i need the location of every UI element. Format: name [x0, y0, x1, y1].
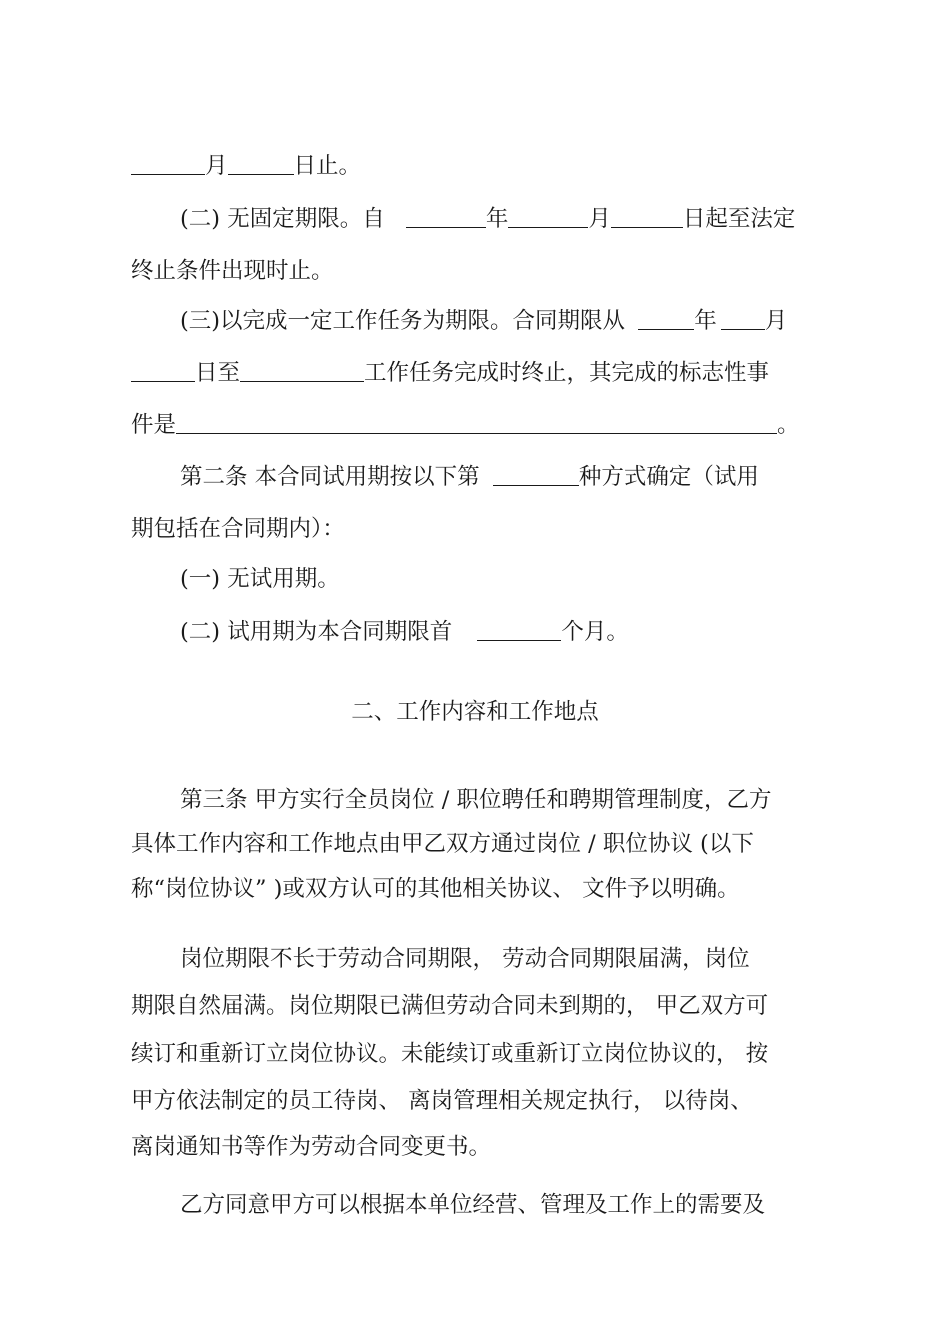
text-year: 年	[694, 308, 717, 334]
text-month: 月	[764, 308, 788, 334]
blank-method	[493, 459, 579, 486]
section-heading-text: 二、工作内容和工作地点	[351, 699, 599, 725]
line-task-term	[180, 303, 787, 339]
text-article-2: 第二条 本合同试用期按以下第	[180, 464, 487, 490]
text-termination: 终止条件出现时止。	[131, 258, 334, 284]
paragraph-line: 离岗通知书等作为劳动合同变更书。	[131, 1134, 492, 1160]
line-no-probation	[180, 561, 340, 597]
line-probation-note	[131, 511, 345, 547]
blank-month	[721, 303, 765, 330]
text-month: 月	[588, 206, 611, 232]
text-milestone: 件是	[131, 412, 177, 438]
line-milestone	[131, 407, 800, 443]
line-indefinite-term	[180, 201, 795, 237]
blank-year	[406, 201, 486, 228]
blank-month	[131, 148, 205, 175]
text-probation-months: (二) 试用期为本合同期限首	[180, 619, 460, 645]
text-period: 。	[777, 412, 800, 438]
paragraph-line: 称“岗位协议” )或双方认可的其他相关协议、 文件予以明确。	[131, 876, 740, 902]
blank-day	[228, 148, 294, 175]
blank-day	[611, 201, 683, 228]
line-task-end	[131, 355, 769, 391]
text-probation-note: 期包括在合同期内）：	[131, 516, 345, 542]
text-year: 年	[485, 206, 509, 232]
line-end-date	[131, 148, 361, 184]
blank-months	[477, 614, 561, 641]
blank-milestone	[176, 407, 777, 434]
paragraph-line: 期限自然届满。岗位期限已满但劳动合同未到期的， 甲乙双方可	[131, 993, 769, 1019]
text-method: 种方式确定（试用	[578, 464, 759, 490]
text-day-to: 日至	[195, 360, 241, 386]
blank-year	[638, 303, 694, 330]
blank-day	[131, 355, 195, 382]
text-months: 个月。	[561, 619, 629, 645]
line-article-2	[180, 459, 759, 495]
text-no-probation: (一) 无试用期。	[180, 566, 340, 592]
paragraph-line: 续订和重新订立岗位协议。未能续订或重新订立岗位协议的， 按	[131, 1041, 769, 1067]
paragraph-line: 第三条 甲方实行全员岗位 / 职位聘任和聘期管理制度，乙方	[180, 787, 772, 813]
blank-month	[508, 201, 588, 228]
paragraph-line: 具体工作内容和工作地点由甲乙双方通过岗位 / 职位协议 (以下	[131, 831, 754, 857]
paragraph-line: 岗位期限不长于劳动合同期限， 劳动合同期限届满，岗位	[180, 946, 750, 972]
text-task-end: 工作任务完成时终止，其完成的标志性事	[364, 360, 770, 386]
blank-task	[240, 355, 364, 382]
paragraph-line: 乙方同意甲方可以根据本单位经营、管理及工作上的需要及	[180, 1192, 766, 1218]
paragraph-line: 甲方依法制定的员工待岗、 离岗管理相关规定执行， 以待岗、	[131, 1088, 753, 1114]
text-month: 月	[205, 153, 228, 179]
line-probation-months	[180, 614, 629, 650]
text-day-end: 日止。	[293, 153, 362, 179]
line-termination	[131, 253, 334, 289]
text-indefinite-term: (二) 无固定期限。自	[180, 206, 392, 232]
text-day-start: 日起至法定	[682, 206, 796, 232]
text-task-term: (三)以完成一定工作任务为期限。合同期限从	[180, 308, 633, 334]
section-heading	[0, 694, 950, 730]
